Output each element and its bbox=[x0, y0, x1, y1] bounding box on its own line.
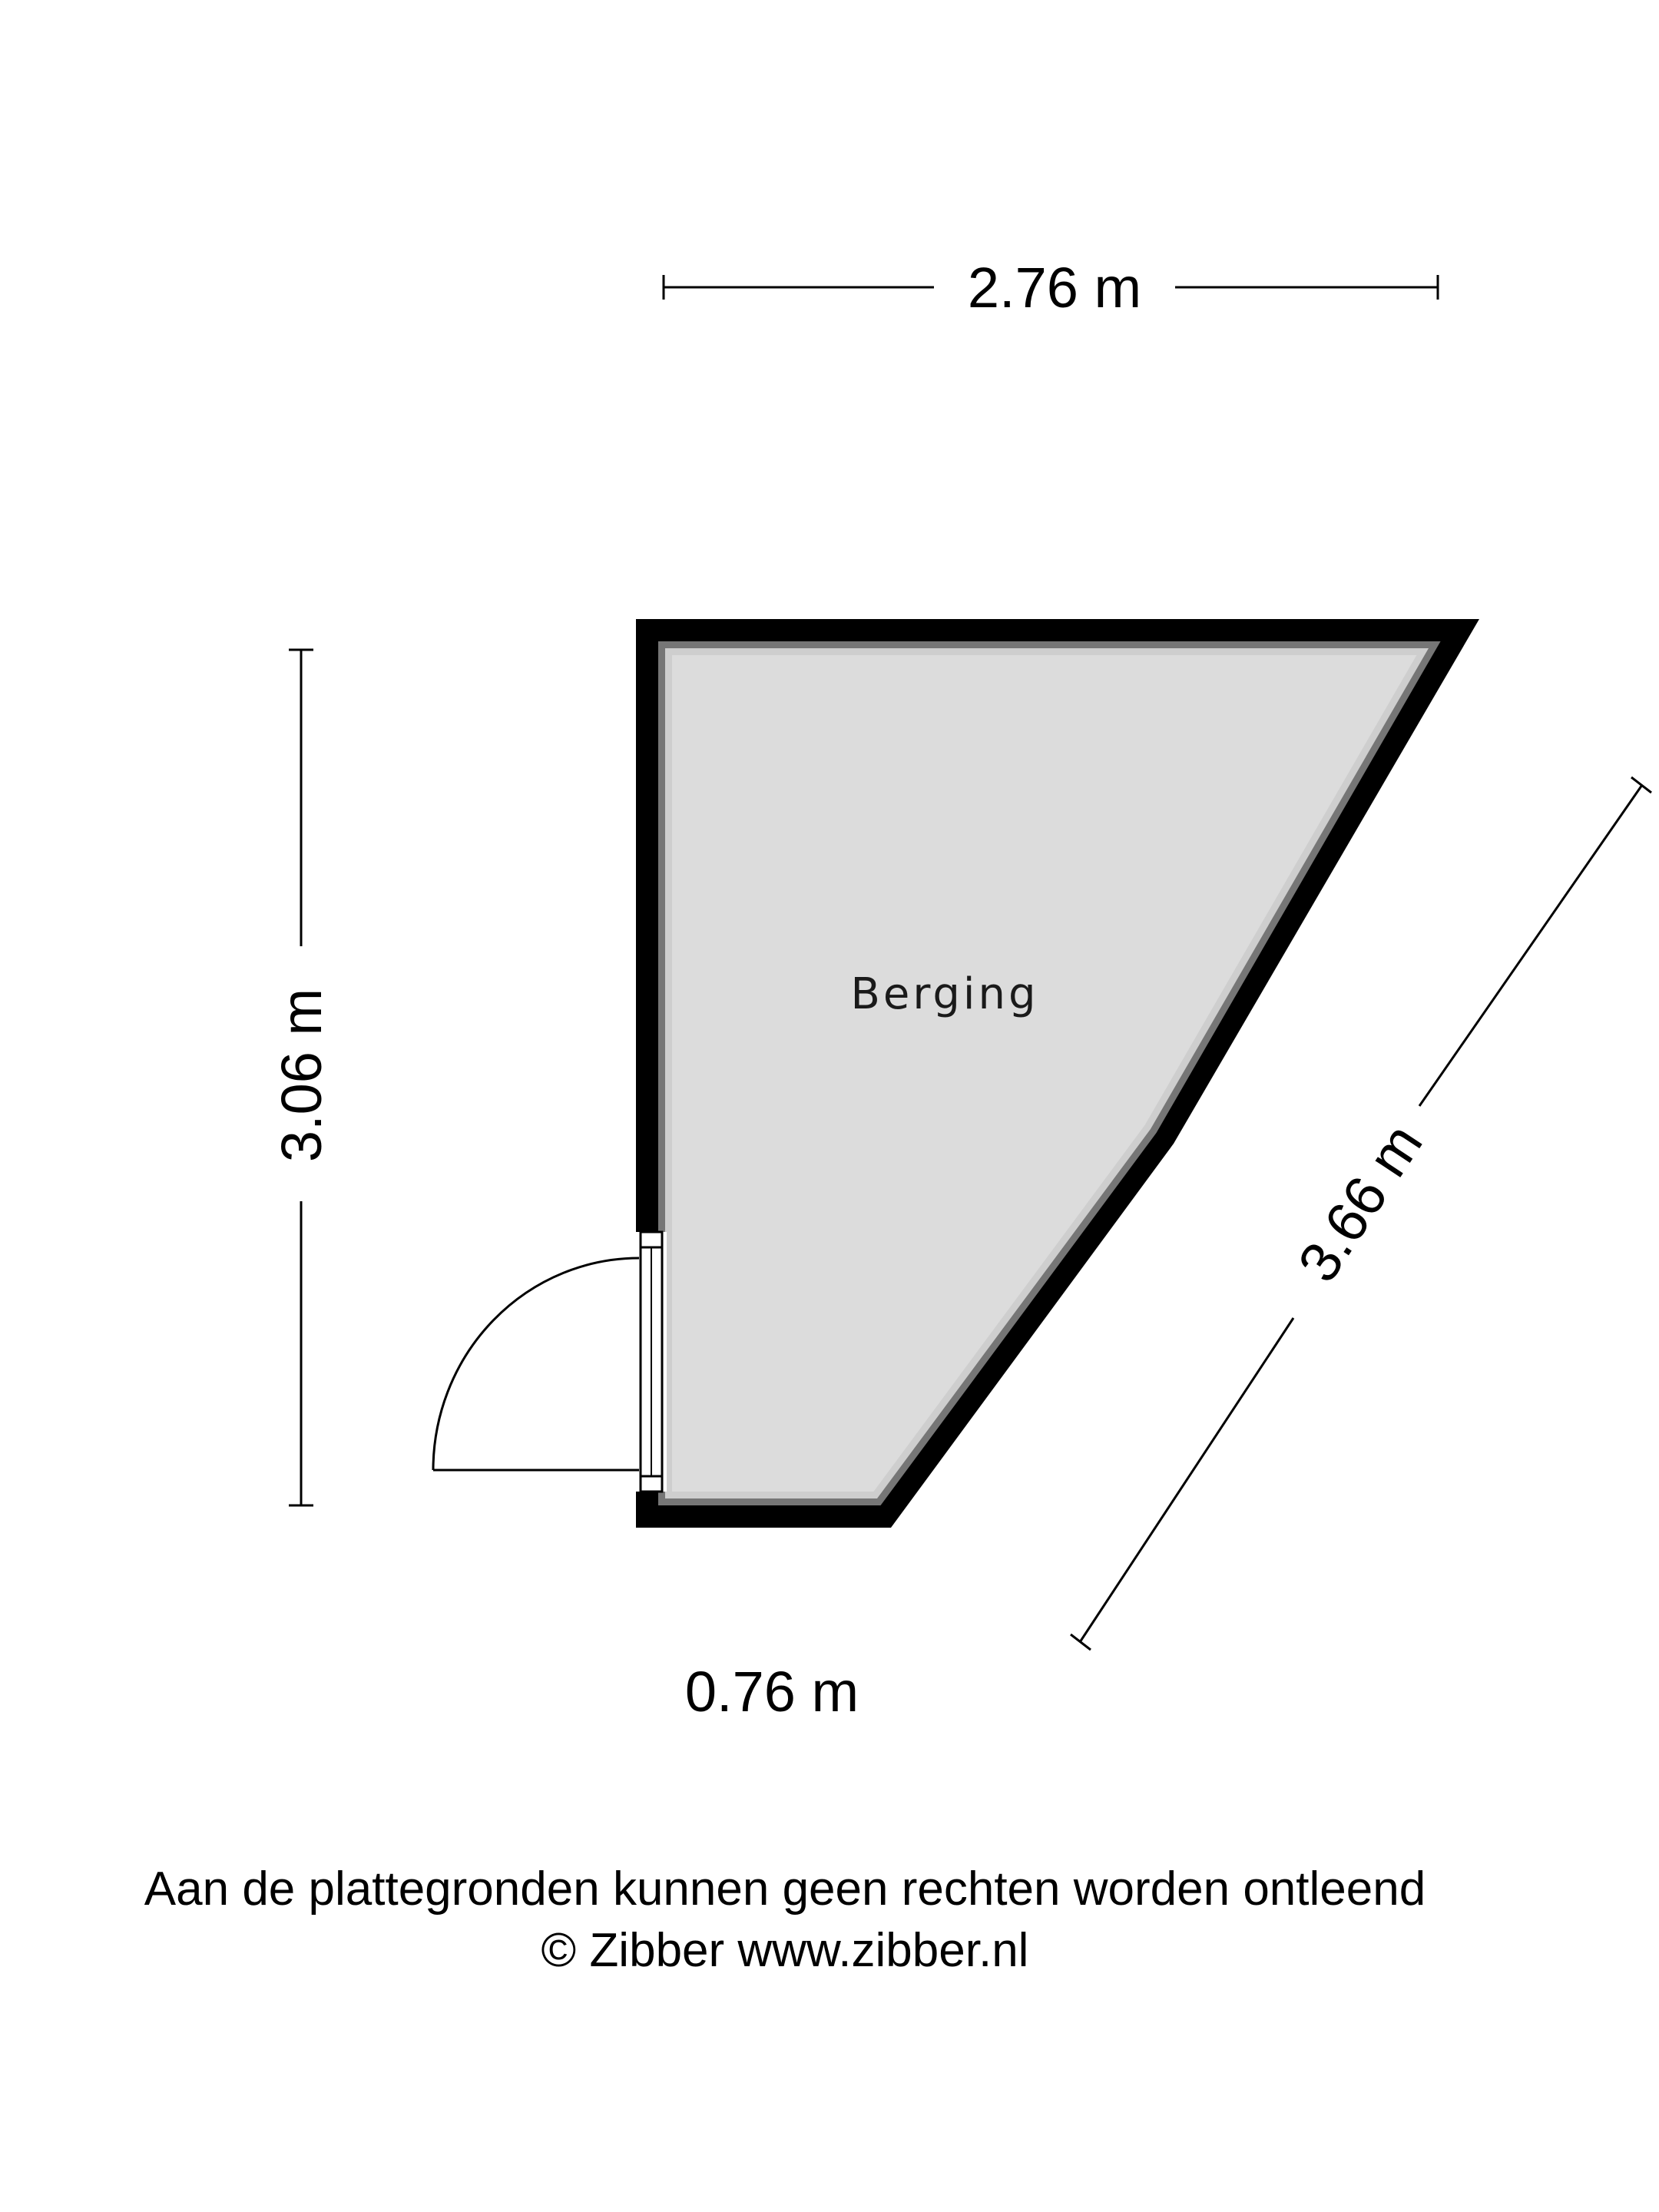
footer bbox=[0, 1859, 1570, 1982]
door-jamb-top bbox=[641, 1232, 662, 1247]
room-floor bbox=[665, 648, 1429, 1498]
door-swing-arc bbox=[433, 1258, 639, 1470]
dimension-bottom-label: 0.76 m bbox=[684, 1660, 859, 1724]
door-jamb-bottom bbox=[641, 1476, 662, 1492]
dimension-left-label: 3.06 m bbox=[270, 988, 333, 1163]
dimension-left bbox=[270, 650, 333, 1505]
dimension-top bbox=[664, 256, 1438, 320]
dimension-top-label: 2.76 m bbox=[967, 256, 1142, 320]
dimension-diagonal-label: 3.66 m bbox=[1285, 1112, 1435, 1293]
disclaimer-text: Aan de plattegronden kunnen geen rechten worden ontleend bbox=[144, 1863, 1426, 1916]
copyright-text: © Zibber www.zibber.nl bbox=[541, 1924, 1029, 1977]
room-label: Berging bbox=[850, 969, 1039, 1019]
